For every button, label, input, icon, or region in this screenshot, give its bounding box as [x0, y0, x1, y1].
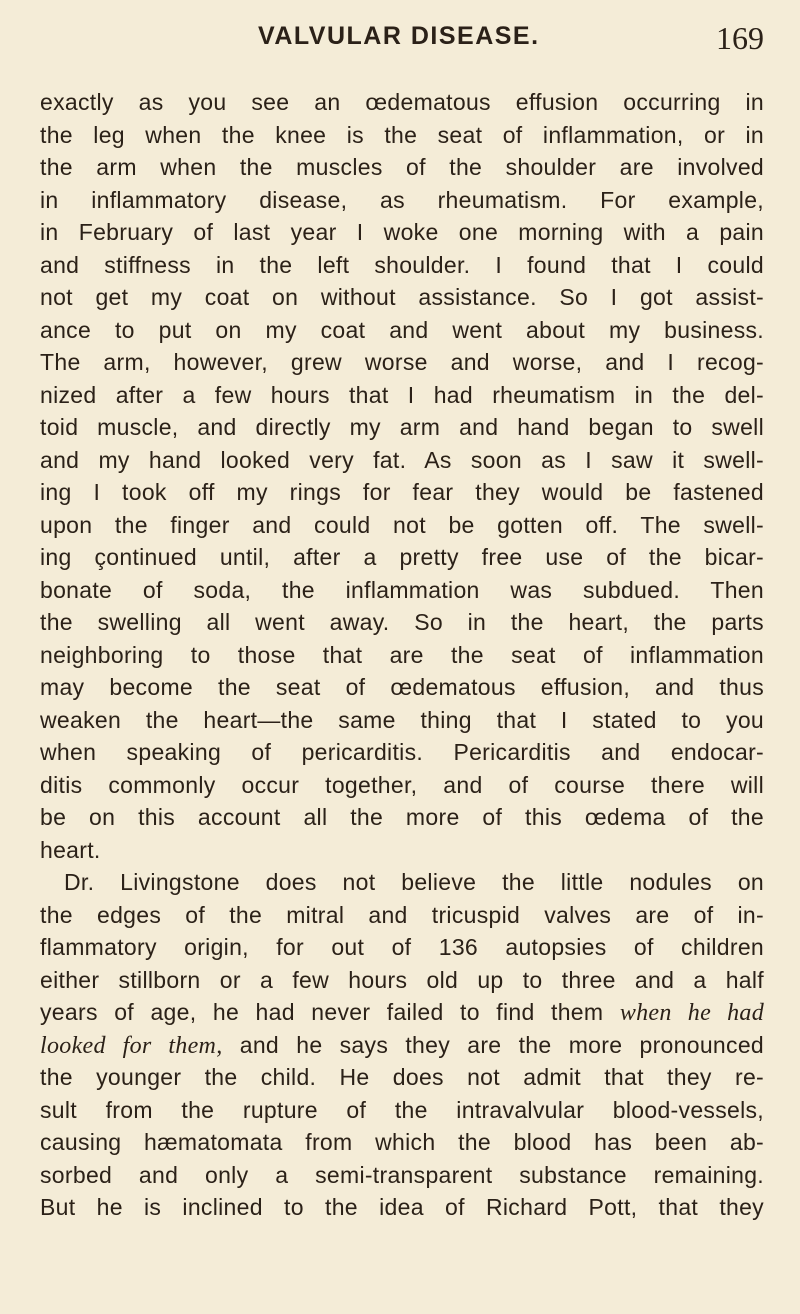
text-segment: years of age, he had never failed to find them — [40, 999, 604, 1025]
text-line — [40, 996, 764, 1029]
text-line: bonate of soda, the inflammation was subdued. Then — [40, 576, 764, 603]
text-line: may become the seat of œdematous effusion, and thus — [40, 674, 764, 700]
text-line: ing I took off my rings for fear they would be fastened — [40, 479, 764, 505]
text-line: weaken the heart—the same thing that I stated to you — [40, 706, 764, 733]
text-line: the swelling all went away. So in the heart, the parts — [40, 609, 764, 635]
page-header — [40, 20, 764, 66]
text-line: the younger the child. He does not admit that they re- — [40, 1064, 764, 1090]
text-line — [40, 1029, 764, 1062]
text-line: and my hand looked very fat. As soon as I saw it swell- — [40, 446, 764, 473]
running-head: VALVULAR DISEASE. — [258, 22, 540, 50]
text-line: neighboring to those that are the seat of inflammation — [40, 641, 764, 668]
text-line: upon the finger and could not be gotten off. The swell- — [40, 511, 764, 538]
text-line: in inflammatory disease, as rheumatism. For example, — [40, 186, 764, 213]
italic-text: when he had — [619, 1000, 764, 1026]
text-line: in February of last year I woke one morning with a pain — [40, 219, 764, 245]
text-line: the leg when the knee is the seat of inflammation, or in — [40, 121, 764, 148]
page-number: 169 — [716, 20, 764, 56]
text-line: ditis commonly occur together, and of course there will — [40, 771, 764, 798]
body-text — [40, 86, 764, 1224]
book-page — [40, 20, 764, 1300]
text-line: sorbed and only a semi-transparent substance remaining. — [40, 1161, 764, 1188]
text-line: ing çontinued until, after a pretty free use of the bicar- — [40, 544, 764, 570]
text-line: and stiffness in the left shoulder. I found that I could — [40, 251, 764, 278]
text-line: The arm, however, grew worse and worse, and I recog- — [40, 349, 764, 375]
text-line: But he is inclined to the idea of Richard Pott, that they — [40, 1194, 764, 1220]
text-line: the edges of the mitral and tricuspid valves are of in- — [40, 901, 764, 928]
text-line: nized after a few hours that I had rheumatism in the del- — [40, 381, 764, 408]
text-line: the arm when the muscles of the shoulder are involved — [40, 154, 764, 180]
text-line: exactly as you see an œdematous effusion occurring in — [40, 89, 764, 115]
text-line: ance to put on my coat and went about my business. — [40, 316, 764, 343]
text-line: sult from the rupture of the intravalvular blood-vessels, — [40, 1096, 764, 1123]
text-line: toid muscle, and directly my arm and hand began to swell — [40, 414, 764, 440]
text-line: not get my coat on without assistance. So I got assist- — [40, 284, 764, 310]
paragraph-end-line: heart. — [40, 836, 101, 863]
text-line: flammatory origin, for out of 136 autopsies of children — [40, 934, 764, 960]
text-segment: and he says they are the more pronounced — [239, 1031, 765, 1058]
text-line: causing hæmatomata from which the blood has been ab- — [40, 1129, 764, 1155]
text-line: when speaking of pericarditis. Pericarditis and endocar- — [40, 739, 764, 765]
paragraph-start-line: Dr. Livingstone does not believe the little nodules on — [64, 869, 764, 895]
text-line: either stillborn or a few hours old up to three and a half — [40, 966, 764, 993]
italic-text: looked for them, — [40, 1032, 223, 1059]
text-line: be on this account all the more of this œdema of the — [40, 804, 764, 830]
